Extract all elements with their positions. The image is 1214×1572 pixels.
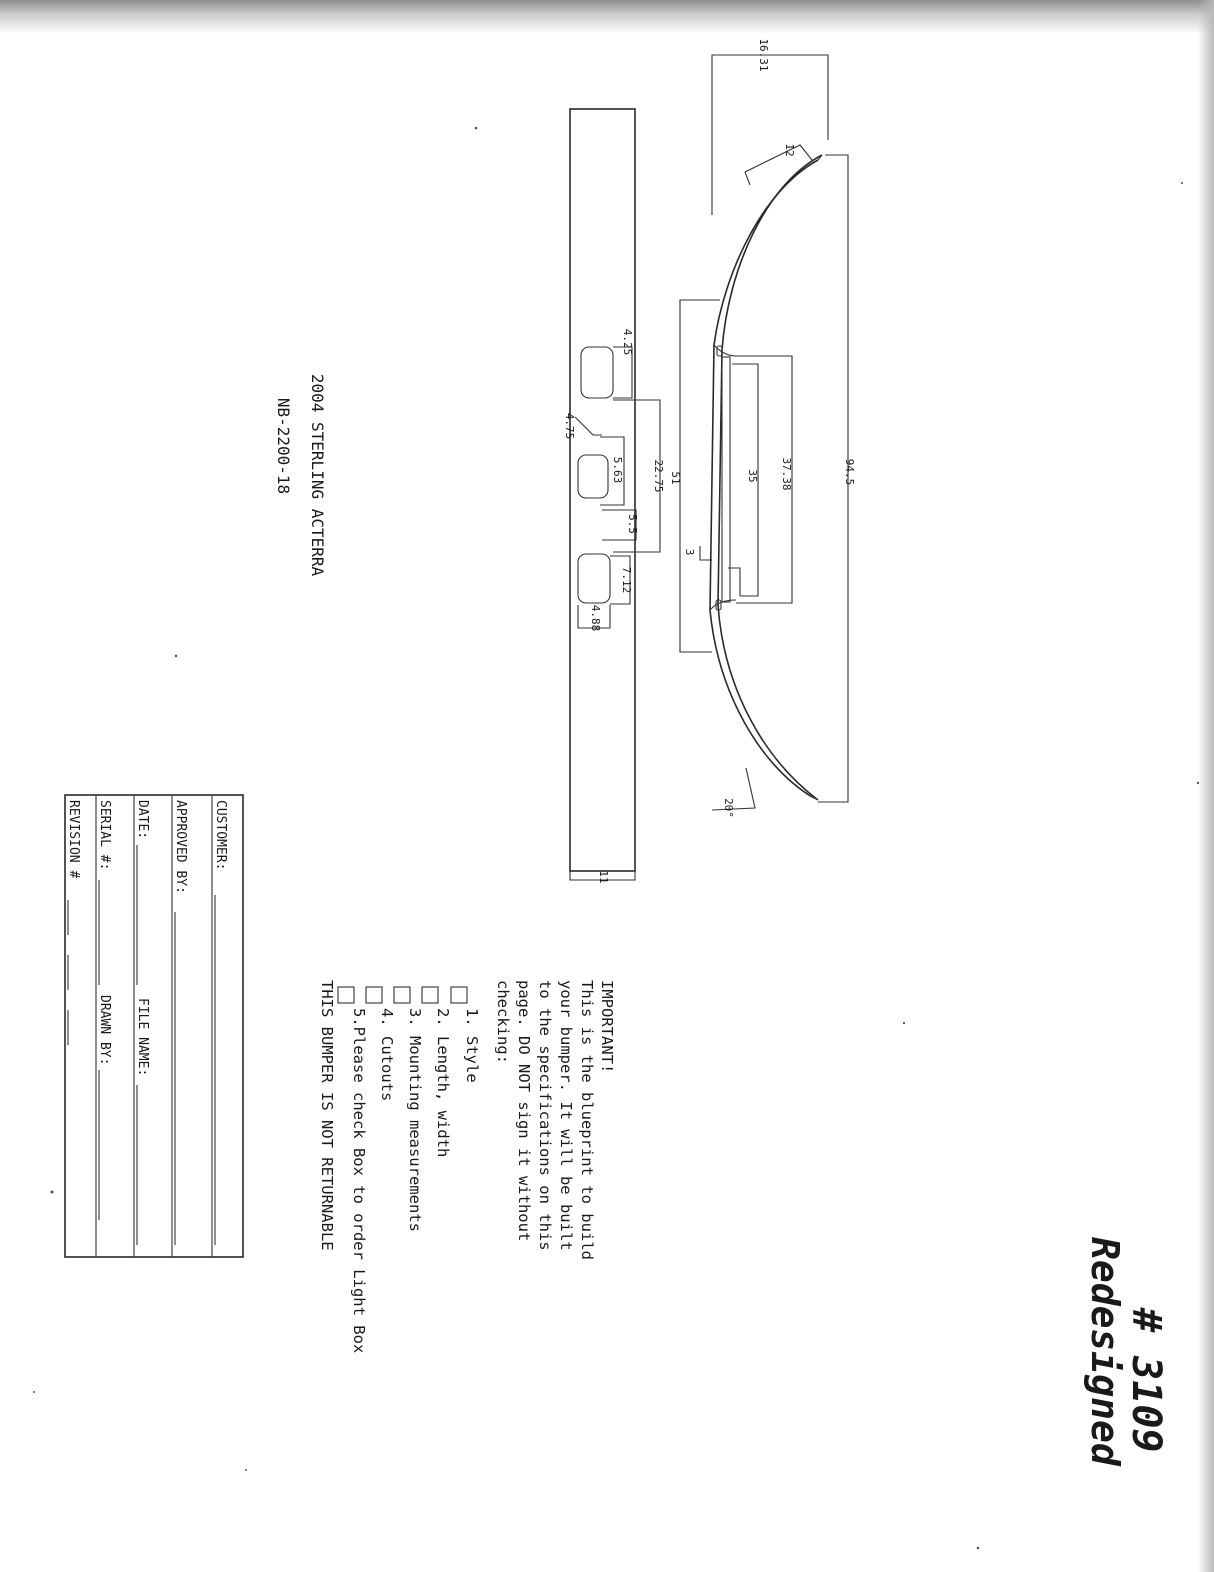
- light-cutout-left: [581, 347, 613, 398]
- light-cutout-center: [578, 455, 608, 498]
- notes-line-4: page. DO NOT sign it without: [515, 980, 533, 1242]
- checklist-length-width: 2. Length, width: [434, 1008, 452, 1158]
- dim-depth-left: 16.31: [757, 38, 770, 72]
- checkbox-cutouts[interactable]: [366, 987, 382, 1003]
- handwritten-annotation: [1083, 1237, 1169, 1467]
- light-cutout-right: [578, 554, 610, 603]
- notes-heading: IMPORTANT!: [598, 980, 616, 1074]
- bumper-face-outline: [570, 109, 635, 871]
- file-name-label: FILE NAME:: [135, 998, 150, 1077]
- scan-speck: [903, 1022, 905, 1024]
- drawing-title: 2004 STERLING ACTERRA: [308, 373, 327, 577]
- checkbox-light-box[interactable]: [338, 987, 354, 1003]
- approved-by-label: APPROVED BY:: [173, 800, 188, 894]
- dim-end-angle-right: 20°: [722, 798, 735, 818]
- checkbox-length-width[interactable]: [422, 987, 438, 1003]
- dim-cutout-height-left: 4.25: [621, 328, 634, 356]
- notes-line-5: checking:: [494, 980, 512, 1064]
- dim-center-outer: 37.38: [780, 457, 793, 491]
- checkbox-mounting[interactable]: [394, 987, 410, 1003]
- bumper-front-view: [563, 109, 665, 884]
- checklist-style: 1. Style: [463, 1008, 481, 1083]
- serial-label: SERIAL #:: [97, 800, 112, 871]
- dim-tick-end-angle-left: [745, 172, 750, 185]
- bumper-center-panel: [722, 357, 730, 602]
- scan-speck: [977, 1547, 980, 1550]
- notes-line-2: your bumper. It will be built: [557, 980, 575, 1251]
- bumper-inner-curve: [710, 160, 818, 797]
- bumper-top-view: [669, 38, 856, 818]
- drawing-title-group: [274, 374, 327, 577]
- scan-speck: [175, 655, 177, 657]
- dim-center-inner: 35: [746, 469, 759, 483]
- dim-cutout-small-a: 4.75: [563, 412, 576, 440]
- not-returnable-notice: THIS BUMPER IS NOT RETURNABLE: [318, 980, 336, 1251]
- notes-line-3: to the specifications on this: [536, 980, 554, 1251]
- scan-specks: [33, 127, 1199, 1550]
- bumper-outer-curve: [718, 155, 822, 800]
- dim-cutout-small-b: 5.63: [611, 456, 624, 484]
- scan-speck: [1197, 782, 1199, 784]
- title-block: [65, 795, 243, 1257]
- dim-cutout-right-offset: 7.12: [620, 566, 633, 594]
- important-notes: [318, 980, 616, 1353]
- handwritten-note: Redesigned: [1083, 1237, 1127, 1466]
- dim-bracket-depth: 3: [683, 548, 696, 556]
- scan-speck: [51, 1191, 54, 1194]
- date-label: DATE:: [135, 800, 150, 840]
- scan-speck: [475, 127, 478, 130]
- dim-cutout-small-c: 5.5: [626, 514, 639, 534]
- dim-end-angle-left: 12: [783, 143, 796, 157]
- dim-line-cutout-small-a: [575, 417, 602, 435]
- dim-overall-length: 94.5: [843, 458, 856, 486]
- checkbox-style[interactable]: [451, 987, 467, 1003]
- notes-line-1: This is the blueprint to build: [578, 980, 596, 1260]
- scan-speck: [245, 1469, 247, 1471]
- dim-bracket-span: 51: [669, 471, 682, 485]
- dim-cutout-spacing: 22.75: [652, 459, 665, 493]
- checklist-light-box: 5.Please check Box to order Light Box: [350, 1008, 368, 1354]
- customer-label: CUSTOMER:: [213, 800, 228, 871]
- checklist-cutouts: 4. Cutouts: [378, 1008, 396, 1102]
- scan-speck: [33, 1391, 35, 1393]
- dim-cutout-height-right: 4.88: [589, 604, 602, 632]
- dim-line-depth-left: [712, 55, 828, 215]
- scan-speck: [1181, 182, 1183, 184]
- drawing-part-number: NB-2200-18: [274, 397, 293, 495]
- revision-label: REVISION #: [66, 800, 81, 879]
- checklist-mounting: 3. Mounting measurements: [406, 1008, 424, 1232]
- handwritten-number: # 3109: [1123, 1308, 1169, 1453]
- drawn-by-label: DRAWN BY:: [97, 995, 112, 1066]
- dim-bumper-height: 11: [597, 870, 610, 884]
